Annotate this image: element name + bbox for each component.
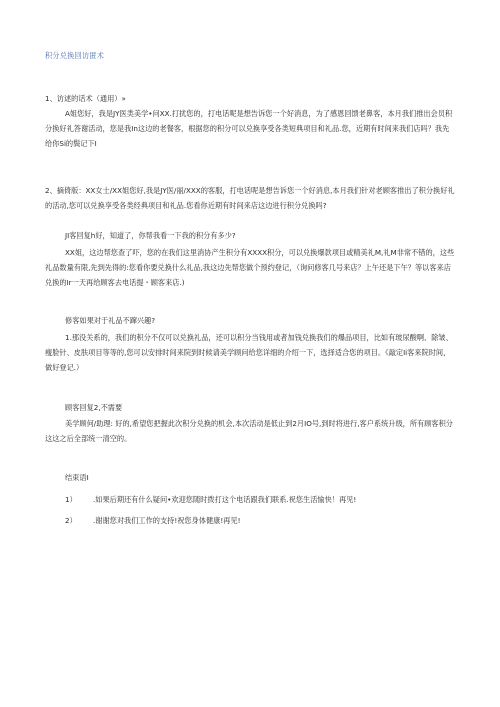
closing-heading: 结束语I	[65, 473, 89, 482]
section-2-paragraph: 2、摘倚版：XX女士/XX姐您好,我是JY医/丽/XXX的客服，打电话呢是想告诉您一个好消息,本月我们针对老顾客推出了积分换好礼的活动,您可以兑换享受各类经典项目和礼品.您看你近期有时间来店这边进行积分兑换吗?	[45, 186, 455, 211]
closing-item-1	[65, 492, 455, 507]
section-1-heading: 1、访逑的话术（通用）»	[45, 94, 126, 103]
document-title: 积分兑换回访匿术	[45, 51, 105, 60]
closing-item-1-number: 1）	[65, 495, 77, 504]
closing-item-1-text: .如果后期还有什么疑问•欢迎您随时拨打这个电话跟我们联系.祝您生活愉快！再见!	[93, 495, 357, 504]
section-4-question: 顾客回复2,不需要	[65, 403, 123, 412]
section-1-paragraph: A姐您好，我是JY医类美学•问XX.打扰您的，打电话呢是想告诉您一个好消息，为了感恩回馈老鼻客，本月我们推出会员积分换好礼答谢活动，您是我In这边的老餐客，根据您的积分可以兑换享受各类短典项目和礼品.您，近期有时间来我们店吗？我先给你Si的鬓记下I	[45, 109, 453, 149]
closing-item-2-number: 2）	[65, 516, 77, 525]
section-3-question: 修客如果对于礼品不蹿兴趣?	[65, 316, 156, 325]
section-2-answer: XX姐，这边帮您查了吓，您的在我们这里消协产生积分有XXXX积分，可以兑换爆款项目或精美礼M,礼M非常不错的，这些礼品数量有限,先到先得的:您看你要兑换什么礼品,我这边先帮您做个预约登记，（询问修客几号来店？上午还是下午？等以客来店兑换的Ir一天再给顾客去电话提・顾客来店.)	[45, 248, 455, 288]
section-2-customer-reply: JI客回复h好，知道了，你帮我看一下我的积分有多少?	[65, 231, 236, 240]
section-3-answer: 1.那没关系的，我们的积分不仅可以兑换礼品，还可以积分当钱用或者加钱兑换我们的爆品项目，比如有玻尿酸啊、除皱、瘦脸针、皮肤项目等等的,您可以安排时间来院到时候请美学顾问给您详细的介绍一下，选择适合您的项目。《敲定Ii客来院时间，做好登记.）	[45, 333, 453, 373]
closing-item-2	[65, 513, 455, 528]
section-4-answer: 美学顾何/助理: 好的,希望您把握此次积分兑换的机会,本次活动是低止到2月IO号,到时将进行,客户系统升级，所有顾客积分这这之后全部统一清空的。	[45, 419, 453, 444]
closing-item-2-text: .谢谢您对我们工作的支持!祝您身体健康!再见!	[93, 516, 241, 525]
